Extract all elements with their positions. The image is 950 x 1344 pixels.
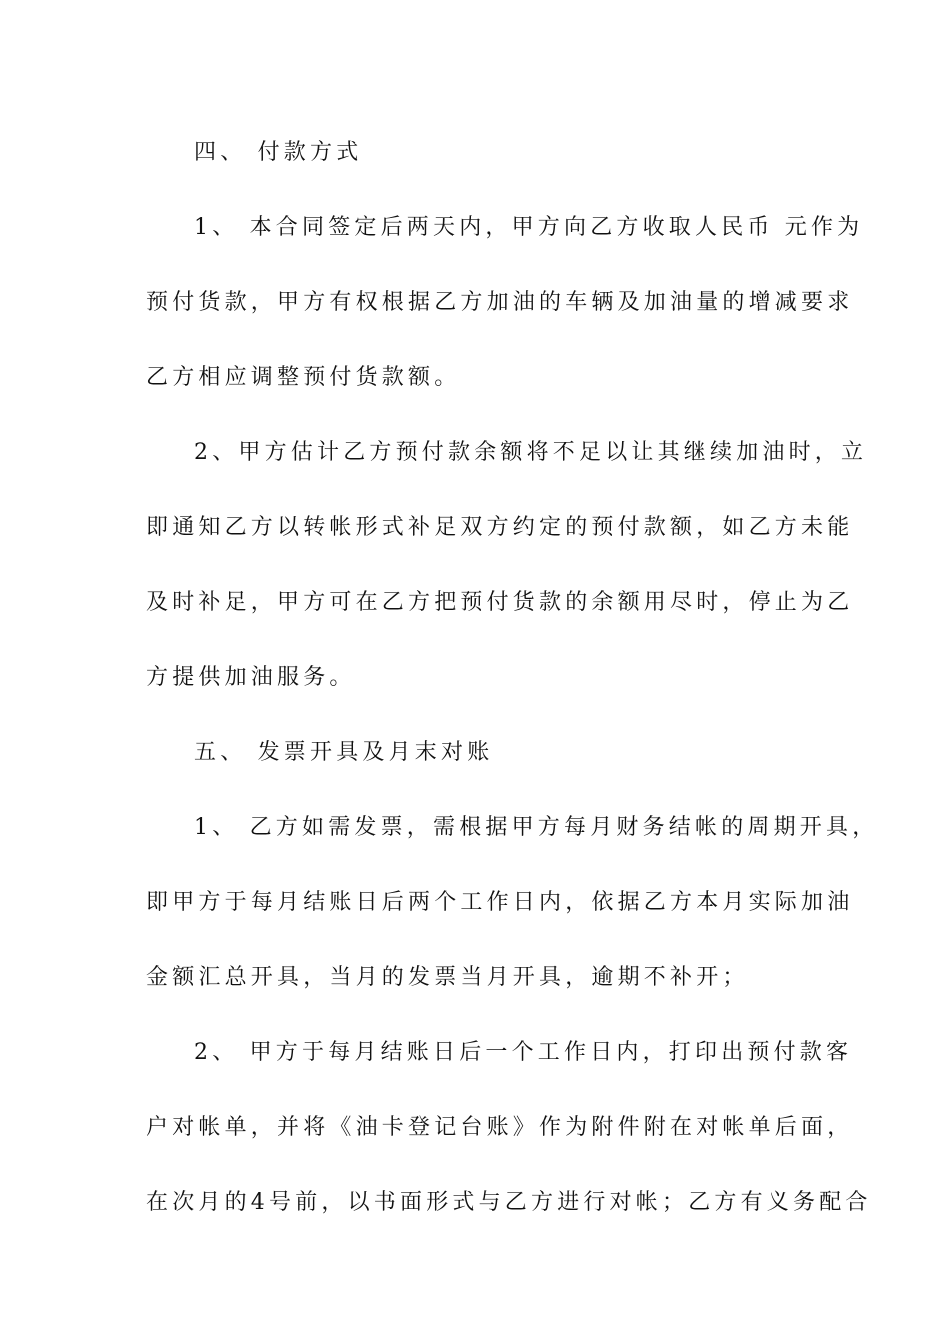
paragraph-line: 乙方相应调整预付货款额。 <box>146 365 461 390</box>
paragraph-line: 1、 本合同签定后两天内，甲方向乙方收取人民币 元作为 <box>194 215 864 240</box>
paragraph-line: 金额汇总开具，当月的发票当月开具，逾期不补开； <box>146 965 749 990</box>
paragraph-line: 方提供加油服务。 <box>146 665 356 690</box>
paragraph-line: 2、 甲方于每月结账日后一个工作日内，打印出预付款客 <box>194 1040 853 1065</box>
paragraph-line: 即甲方于每月结账日后两个工作日内，依据乙方本月实际加油 <box>146 890 854 915</box>
paragraph-line: 户对帐单，并将《油卡登记台账》作为附件附在对帐单后面， <box>146 1115 854 1140</box>
paragraph-line: 即通知乙方以转帐形式补足双方约定的预付款额，如乙方未能 <box>146 515 854 540</box>
section-heading-invoice: 五、 发票开具及月末对账 <box>194 740 494 765</box>
paragraph-line: 1、 乙方如需发票，需根据甲方每月财务结帐的周期开具， <box>194 815 879 840</box>
paragraph-line: 在次月的4号前，以书面形式与乙方进行对帐；乙方有义务配合 <box>146 1190 872 1215</box>
paragraph-line: 2、甲方估计乙方预付款余额将不足以让其继续加油时，立 <box>194 440 868 465</box>
paragraph-line: 预付货款，甲方有权根据乙方加油的车辆及加油量的增减要求 <box>146 290 854 315</box>
section-heading-payment-method: 四、 付款方式 <box>194 140 363 165</box>
paragraph-line: 及时补足，甲方可在乙方把预付货款的余额用尽时，停止为乙 <box>146 590 854 615</box>
